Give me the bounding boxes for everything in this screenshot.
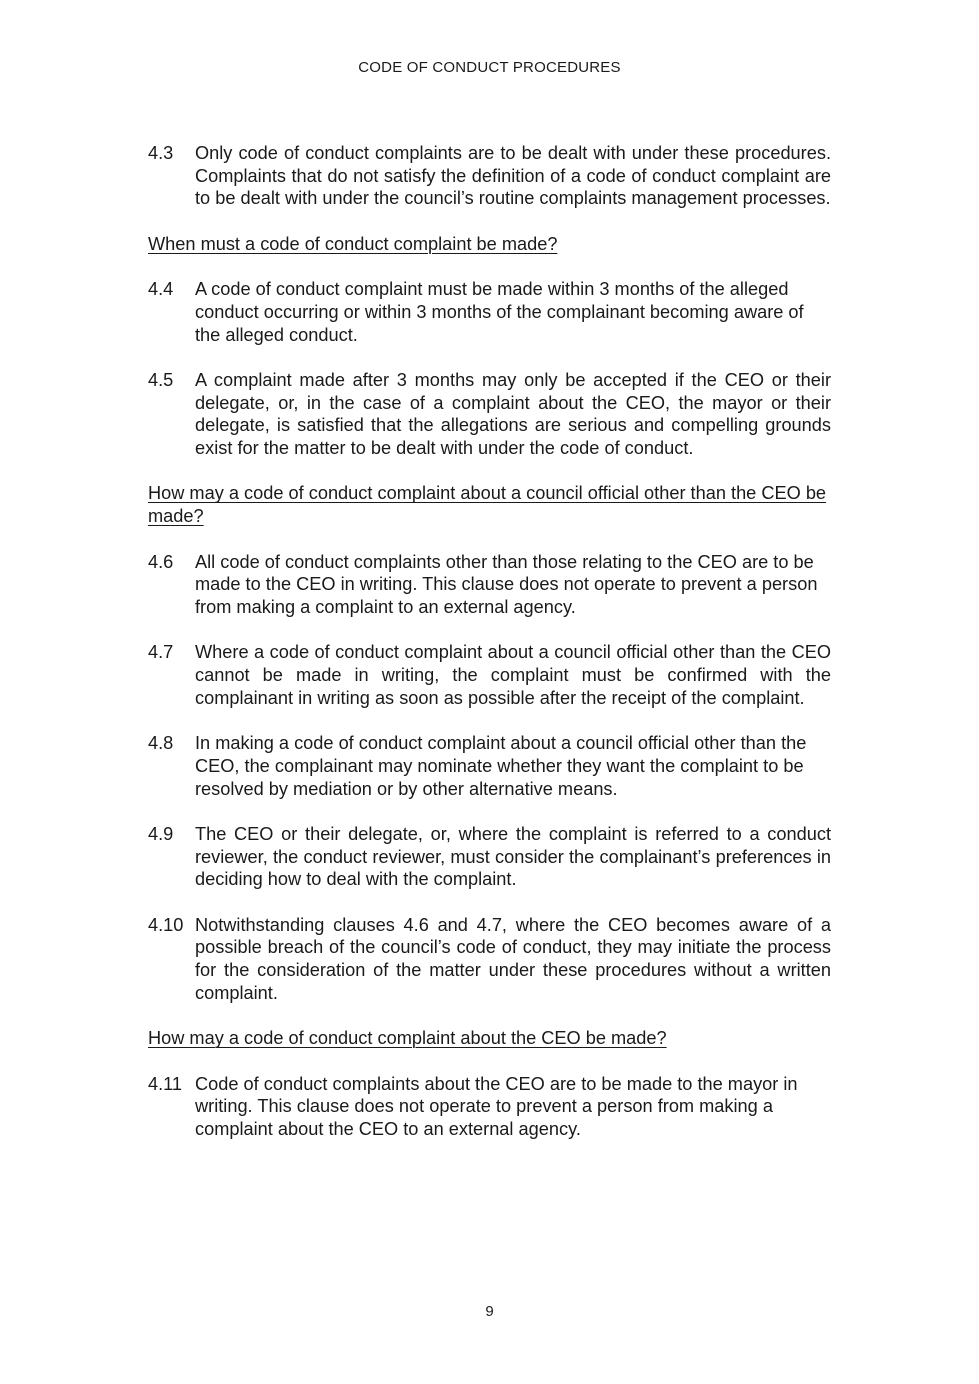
clause-4-8	[148, 732, 831, 800]
document-body	[148, 142, 831, 1163]
clause-4-4	[148, 278, 831, 346]
clause-text: A code of conduct complaint must be made within 3 months of the alleged conduct occurring or within 3 months of the complainant becoming aware of the alleged conduct.	[195, 279, 804, 345]
clause-number: 4.10	[148, 914, 184, 935]
clause-number: 4.3	[148, 143, 174, 163]
section-heading-complaint-other-than-ceo: How may a code of conduct complaint about a council official other than the CEO be made?	[148, 483, 827, 527]
page-number: 9	[485, 1303, 494, 1320]
clause-text: All code of conduct complaints other than those relating to the CEO are to be made to the CEO in writing. This clause does not operate to prevent a person from making a complaint to an external agency.	[195, 551, 818, 617]
clause-number: 4.7	[148, 642, 174, 663]
page-header-title: CODE OF CONDUCT PROCEDURES	[358, 59, 621, 76]
clause-4-3	[148, 142, 831, 210]
clause-number: 4.9	[148, 823, 174, 844]
clause-text: In making a code of conduct complaint about a council official other than the CEO, the complainant may nominate whether they want the complaint to be resolved by mediation or by other alternative means.	[195, 733, 807, 799]
clause-text: Where a code of conduct complaint about a council official other than the CEO cannot be made in writing, the complaint must be confirmed with the complainant in writing as soon as possible after the receipt of the complaint.	[195, 642, 831, 708]
clause-text: Notwithstanding clauses 4.6 and 4.7, where the CEO becomes aware of a possible breach of the council’s code of conduct, they may initiate the process for the consideration of the matter under these procedures without a written complaint.	[195, 914, 831, 1003]
clause-text: Code of conduct complaints about the CEO are to be made to the mayor in writing. This clause does not operate to prevent a person from making a complaint about the CEO to an external agency.	[195, 1073, 798, 1140]
clause-4-7	[148, 641, 831, 709]
clause-4-6	[148, 551, 831, 619]
clause-text: A complaint made after 3 months may only be accepted if the CEO or their delegate, or, in the case of a complaint about the CEO, the mayor or their delegate, is satisfied that the allegations are serious and compelling grounds exist for the matter to be dealt with under the code of conduct.	[195, 369, 831, 459]
clause-number: 4.11	[148, 1073, 183, 1094]
clause-number: 4.4	[148, 279, 174, 300]
clause-4-10	[148, 914, 831, 1005]
clause-text: The CEO or their delegate, or, where the complaint is referred to a conduct reviewer, the conduct reviewer, must consider the complainant’s preferences in deciding how to deal with the complaint.	[195, 823, 831, 890]
section-heading-complaint-about-ceo: How may a code of conduct complaint about the CEO be made?	[148, 1028, 667, 1049]
clause-number: 4.5	[148, 369, 174, 390]
clause-text: Only code of conduct complaints are to be dealt with under these procedures. Complaints that do not satisfy the definition of a code of conduct complaint are to be dealt with under the council’s routine complaints management processes.	[195, 143, 831, 209]
clause-number: 4.6	[148, 551, 174, 572]
clause-4-9	[148, 823, 831, 891]
clause-4-5	[148, 369, 831, 460]
clause-number: 4.8	[148, 733, 174, 754]
section-heading-when-complaint-made: When must a code of conduct complaint be made?	[148, 233, 558, 254]
clause-4-11	[148, 1073, 831, 1141]
